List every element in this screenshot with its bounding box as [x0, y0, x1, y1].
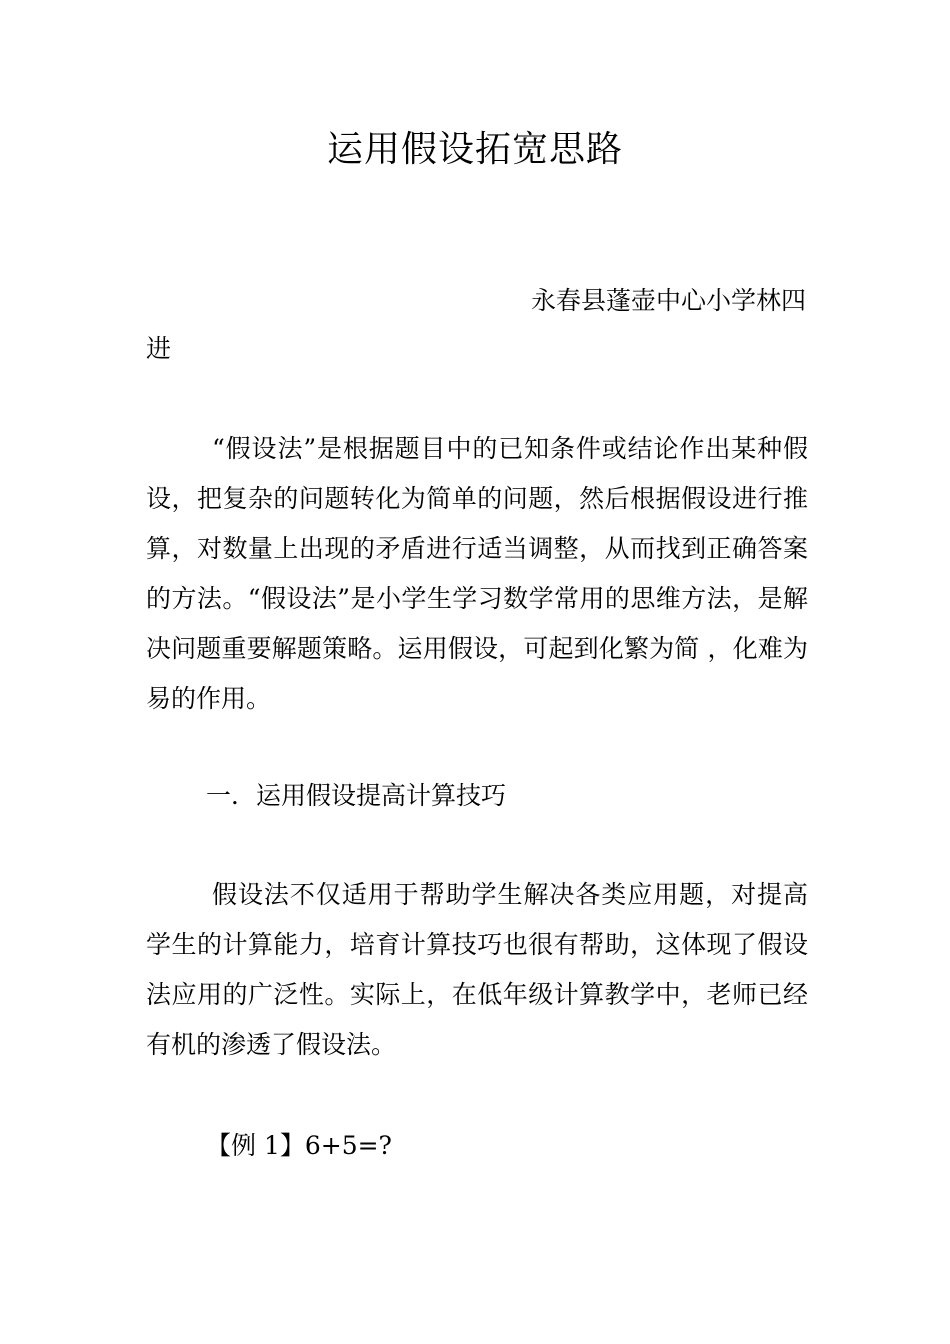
section-paragraph: 假设法不仅适用于帮助学生解决各类应用题，对提高学生的计算能力，培育计算技巧也很有帮助，这体现了假设法应用的广泛性。实际上，在低年级计算教学中，老师已经有机的渗透了假设法。 — [146, 880, 808, 1059]
section-heading: 一．运用假设提高计算技巧 — [206, 781, 507, 810]
author-line-continuation: 进 — [146, 334, 172, 363]
intro-paragraph: “假设法”是根据题目中的已知条件或结论作出某种假设，把复杂的问题转化为简单的问题，然后根据假设进行推算，对数量上出现的矛盾进行适当调整，从而找到正确答案的方法。“假设法”是小学生学习数学常用的思维方法，是解决问题重要解题策略。运用假设，可起到化繁为简 ，化难为易的作用。 — [146, 434, 808, 713]
author-line: 永春县蓬壶中心小学林四 — [530, 286, 806, 315]
example-label: 【例 1】6+5=? — [206, 1131, 392, 1160]
document-title: 运用假设拓宽思路 — [326, 129, 623, 170]
